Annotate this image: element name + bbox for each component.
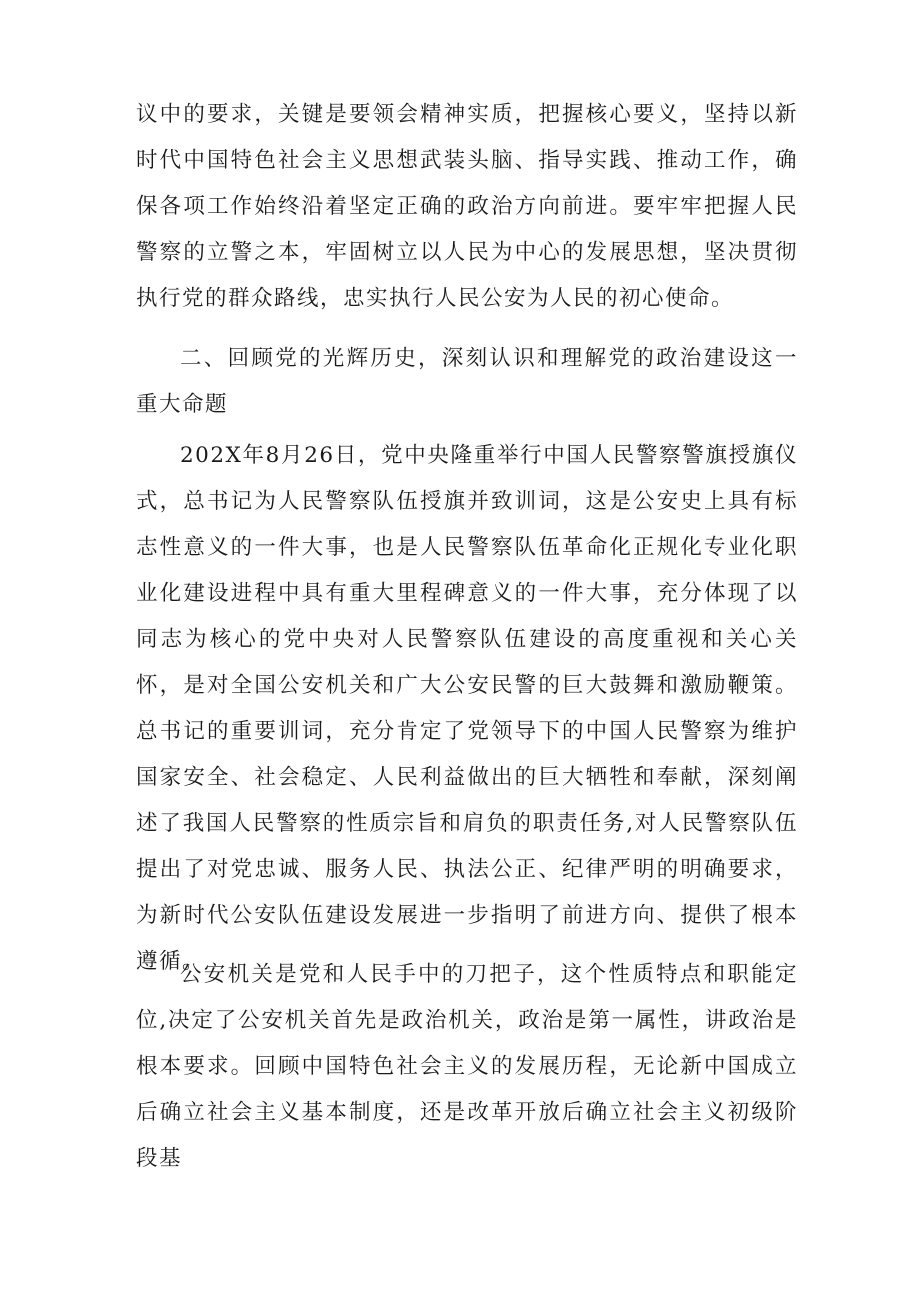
body-paragraph-continued: 议中的要求，关键是要领会精神实质，把握核心要义，坚持以新时代中国特色社会主义思想武装头脑、指导实践、推动工作，确保各项工作始终沿着坚定正确的政治方向前进。要牢牢把握人民警察的立警之本，牢固树立以人民为中心的发展思想，坚决贯彻执行党的群众路线，忠实执行人民公安为人民的初心使命。 [136,102,798,311]
section-heading: 二、回顾党的光辉历史，深刻认识和理解党的政治建设这一重大命题 [136,346,798,417]
body-paragraph: 公安机关是党和人民手中的刀把子，这个性质特点和职能定位,决定了公安机关首先是政治机关，政治是第一属性，讲政治是根本要求。回顾中国特色社会主义的发展历程，无论新中国成立后确立社会主义基本制度，还是改革开放后确立社会主义初级阶段基 [136,962,798,1171]
body-paragraph: 202X年8月26日，党中央隆重举行中国人民警察警旗授旗仪式，总书记为人民警察队伍授旗并致训词，这是公安史上具有标志性意义的一件大事，也是人民警察队伍革命化正规化专业化职业化建设进程中具有重大里程碑意义的一件大事，充分体现了以同志为核心的党中央对人民警察队伍建设的高度重视和关心关怀，是对全国公安机关和广大公安民警的巨大鼓舞和激励鞭策。总书记的重要训词，充分肯定了党领导下的中国人民警察为维护国家安全、社会稳定、人民利益做出的巨大牺牲和奉献，深刻阐述了我国人民警察的性质宗旨和肩负的职责任务,对人民警察队伍提出了对党忠诚、服务人民、执法公正、纪律严明的明确要求，为新时代公安队伍建设发展进一步指明了前进方向、提供了根本遵循。 [136,443,798,974]
